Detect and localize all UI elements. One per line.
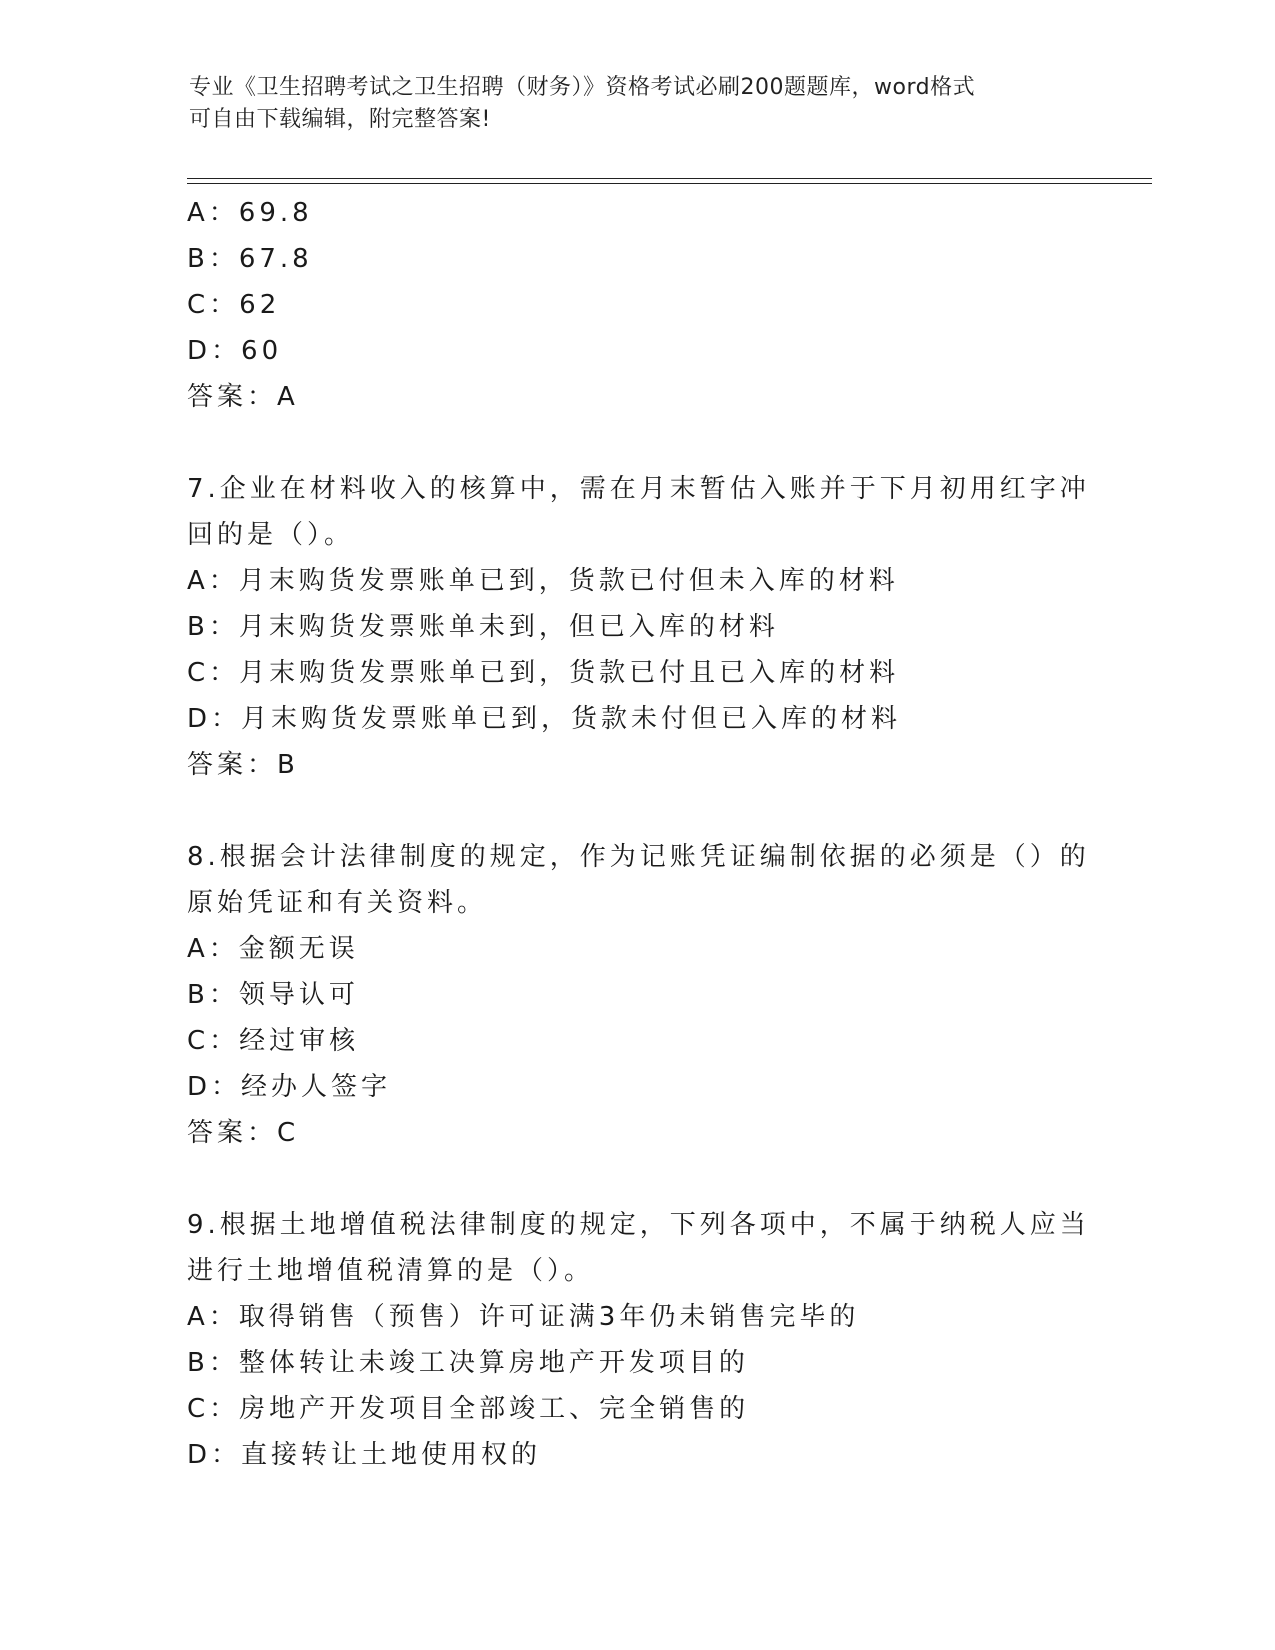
question-content	[187, 190, 1090, 1478]
header-line-2: 可自由下载编辑，附完整答案!	[189, 107, 491, 132]
q9-option-c: C：房地产开发项目全部竣工、完全销售的	[187, 1394, 750, 1424]
spacer	[187, 420, 1067, 466]
q9-stem-line-1: 9.根据土地增值税法律制度的规定，下列各项中，不属于纳税人应当	[187, 1210, 1090, 1240]
q6-answer: 答案：A	[187, 382, 299, 412]
q7-answer: 答案：B	[187, 750, 299, 780]
q9-stem-line-2: 进行土地增值税清算的是（）。	[187, 1256, 595, 1286]
q8-answer: 答案：C	[187, 1118, 300, 1148]
question-9-block	[187, 1202, 1090, 1478]
header-rule-bottom	[187, 183, 1152, 184]
header-line-1: 专业《卫生招聘考试之卫生招聘（财务）》资格考试必刷200题题库，word格式	[189, 75, 976, 100]
q9-option-d: D：直接转让土地使用权的	[187, 1440, 542, 1470]
q9-option-a: A：取得销售（预售）许可证满3年仍未销售完毕的	[187, 1302, 860, 1332]
spacer	[187, 1156, 1067, 1202]
question-8-block	[187, 834, 1090, 1156]
q7-stem-line-1: 7.企业在材料收入的核算中，需在月末暂估入账并于下月初用红字冲	[187, 474, 1090, 504]
q8-stem-line-2: 原始凭证和有关资料。	[187, 888, 488, 918]
q7-stem-line-2: 回的是（）。	[187, 520, 355, 550]
header-rule-top	[187, 178, 1152, 179]
q6-option-c: C：62	[187, 290, 281, 320]
q7-option-b: B：月末购货发票账单未到，但已入库的材料	[187, 612, 779, 642]
q8-option-a: A：金额无误	[187, 934, 359, 964]
q8-option-c: C：经过审核	[187, 1026, 360, 1056]
q9-option-b: B：整体转让未竣工决算房地产开发项目的	[187, 1348, 749, 1378]
question-7-block	[187, 466, 1090, 788]
spacer	[187, 788, 1067, 834]
q8-option-d: D：经办人签字	[187, 1072, 392, 1102]
q6-option-b: B：67.8	[187, 244, 313, 274]
q6-option-d: D：60	[187, 336, 283, 366]
document-header	[189, 72, 1089, 136]
q7-option-a: A：月末购货发票账单已到，货款已付但未入库的材料	[187, 566, 899, 596]
q7-option-c: C：月末购货发票账单已到，货款已付且已入库的材料	[187, 658, 900, 688]
q6-option-a: A：69.8	[187, 198, 313, 228]
q7-option-d: D：月末购货发票账单已到，货款未付但已入库的材料	[187, 704, 902, 734]
q8-option-b: B：领导认可	[187, 980, 359, 1010]
q8-stem-line-1: 8.根据会计法律制度的规定，作为记账凭证编制依据的必须是（）的	[187, 842, 1090, 872]
question-6-block	[187, 190, 1067, 420]
